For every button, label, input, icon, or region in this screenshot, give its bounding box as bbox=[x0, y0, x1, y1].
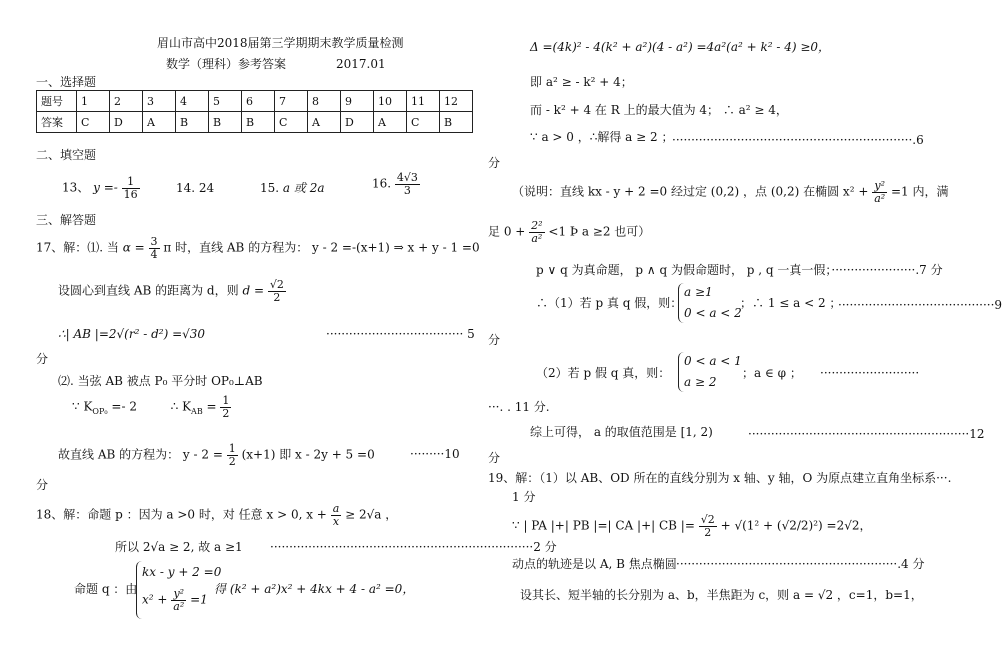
q16-label: 16. bbox=[372, 176, 392, 191]
right-r5-n: y² bbox=[872, 180, 887, 193]
right-r13-b: + √(1² + (√2/2)²) =2√2， bbox=[720, 518, 872, 533]
fill-answer-15 bbox=[260, 181, 325, 195]
right-r5 bbox=[512, 180, 949, 204]
right-r9-s2: a ≥ 2 bbox=[684, 375, 717, 389]
q18-line1-frac bbox=[331, 503, 342, 527]
table-cell: B bbox=[242, 112, 275, 133]
q17-line6-frac bbox=[227, 443, 238, 467]
q17-line6-a: 故直线 AB 的方程为： y - 2 = bbox=[58, 447, 223, 462]
q18-line3-b: 得 (k² + a²)x² + 4kx + 4 - a² =0， bbox=[214, 582, 415, 596]
q15-label: 15. bbox=[260, 181, 280, 195]
fill-answer-16 bbox=[372, 172, 420, 196]
table-cell: 9 bbox=[341, 91, 374, 112]
q17-line4: ⑵. 当弦 AB 被点 P₀ 平分时 OP₀⊥AB bbox=[58, 374, 263, 388]
table-cell: 答案 bbox=[37, 112, 77, 133]
right-r14: 动点的轨迹是以 A, B 焦点椭圆 bbox=[512, 557, 677, 571]
right-r2: 即 a² ≥ - k² + 4； bbox=[530, 75, 633, 89]
table-cell: 10 bbox=[374, 91, 407, 112]
q13-den: 16 bbox=[123, 187, 138, 201]
q17-line3-fen: 分 bbox=[36, 352, 49, 366]
q18-sys2-b: =1 bbox=[190, 592, 208, 607]
q18-line1-a: 18、解：命题 p ：因为 a >0 时，对 任意 x > 0, x + bbox=[36, 507, 327, 522]
q17-line5-den: 2 bbox=[222, 406, 230, 420]
right-r9-a: （2）若 p 假 q 真，则： bbox=[536, 366, 671, 380]
table-cell: A bbox=[374, 112, 407, 133]
q16-fraction bbox=[395, 172, 420, 196]
right-r6-n: 2² bbox=[531, 219, 543, 232]
right-r14-dots: ··························································.4 分 bbox=[676, 557, 925, 571]
q17-frac-n: 3 bbox=[150, 235, 158, 248]
q17-line6-fen: 分 bbox=[36, 478, 49, 492]
q17-frac-d: 4 bbox=[150, 247, 158, 261]
q17-line1-b: π 时，直线 AB 的方程为： y - 2 =-(x+1) ⇒ x + y - 1 =0 bbox=[163, 240, 480, 255]
table-cell: 8 bbox=[308, 91, 341, 112]
q17-line5-n: 1 bbox=[222, 394, 230, 407]
fill-answer-13 bbox=[62, 176, 140, 200]
right-r11-a: 综上可得， a 的取值范围是 [1, 2) bbox=[530, 425, 713, 439]
right-r12: 19、解：（1）以 AB、OD 所在的直线分别为 x 轴、y 轴，O 为原点建立直角坐标系···. bbox=[488, 471, 952, 485]
q17-line5-c: ∴ K bbox=[170, 399, 192, 414]
section-fill: 二、填空题 bbox=[36, 148, 97, 162]
q17-line2-frac bbox=[268, 279, 286, 303]
right-r11-dots: ··························································12 bbox=[748, 427, 985, 441]
q17-line6-n: 1 bbox=[228, 442, 236, 455]
table-cell: 6 bbox=[242, 91, 275, 112]
right-r8-s2: 0 < a < 2 bbox=[684, 306, 742, 320]
right-r6 bbox=[488, 220, 650, 244]
right-r11-fen: 分 bbox=[488, 451, 501, 465]
right-r9-s1: 0 < a < 1 bbox=[684, 354, 742, 368]
q18-line1-n: a bbox=[332, 502, 340, 515]
right-r8-fen: 分 bbox=[488, 333, 501, 347]
q17-line5-c-sub: AB bbox=[191, 406, 203, 416]
q13-lhs: y =- bbox=[93, 180, 118, 195]
table-cell: C bbox=[275, 112, 308, 133]
right-r5-d: a² bbox=[874, 191, 886, 205]
right-r8-s1: a ≥1 bbox=[684, 285, 713, 299]
q16-den: 3 bbox=[403, 183, 411, 197]
right-r1: Δ =(4k)² - 4(k² + a²)(4 - a²) =4a²(a² + k² - 4) ≥0， bbox=[530, 40, 831, 54]
q13-num: 1 bbox=[122, 176, 140, 189]
q17-line6-dots: ·········10 bbox=[410, 447, 460, 461]
right-r10: ···. . 11 分. bbox=[488, 400, 550, 414]
right-r6-frac bbox=[529, 220, 544, 244]
table-cell: 11 bbox=[407, 91, 440, 112]
q17-line2-den: 2 bbox=[273, 290, 281, 304]
q17-line5 bbox=[72, 395, 231, 419]
table-cell: 7 bbox=[275, 91, 308, 112]
q17-line1-a: 17、解：⑴. 当 bbox=[36, 240, 119, 255]
q17-line1 bbox=[36, 236, 480, 260]
q18-sys2-frac bbox=[171, 588, 186, 612]
q16-num: 4√3 bbox=[396, 171, 418, 184]
section-solve: 三、解答题 bbox=[36, 213, 97, 227]
right-r3: 而 - k² + 4 在 R 上的最大值为 4； ∴ a² ≥ 4， bbox=[530, 103, 788, 117]
table-cell: C bbox=[77, 112, 110, 133]
right-r6-d: a² bbox=[531, 231, 543, 245]
table-cell: 2 bbox=[110, 91, 143, 112]
right-r15: 设其长、短半轴的长分别为 a、b，半焦距为 c，则 a = √2 ，c=1，b=1， bbox=[520, 588, 923, 602]
page-date: 2017.01 bbox=[336, 57, 386, 71]
right-r4-dots: ·······························································.6 bbox=[672, 133, 924, 147]
table-cell: A bbox=[143, 112, 176, 133]
q18-sys1: kx - y + 2 =0 bbox=[142, 565, 222, 579]
right-r8-b: ；∴ 1 ≤ a < 2 ； bbox=[740, 296, 842, 310]
q18-line1 bbox=[36, 503, 397, 527]
table-cell: 12 bbox=[440, 91, 473, 112]
q17-alpha: α = bbox=[122, 240, 145, 255]
q17-line2-a: 设圆心到直线 AB 的距离为 d，则 bbox=[58, 283, 239, 298]
table-cell: 5 bbox=[209, 91, 242, 112]
table-row bbox=[37, 91, 473, 112]
q17-frac bbox=[149, 236, 160, 260]
q17-line5-frac bbox=[220, 395, 231, 419]
right-r13-d: 2 bbox=[704, 525, 712, 539]
q17-line3-dots: ···································· 5 bbox=[326, 327, 475, 341]
answer-table bbox=[36, 90, 473, 133]
right-r8-dots: ·········································9 bbox=[838, 298, 1002, 312]
table-cell: B bbox=[440, 112, 473, 133]
right-r5-a: （说明：直线 kx - y + 2 =0 经过定 (0,2) ，点 (0,2) 在椭圆 x² + bbox=[512, 184, 869, 199]
right-r4: ∵ a > 0 ，∴解得 a ≥ 2 ； bbox=[530, 130, 674, 144]
q18-line1-b: ≥ 2√a ， bbox=[345, 507, 398, 522]
page-subtitle: 数学（理科）参考答案 bbox=[166, 57, 287, 71]
table-cell: D bbox=[110, 112, 143, 133]
right-r9-b: ；a ∈ φ ； bbox=[742, 366, 802, 380]
right-r8-a: ∴（1）若 p 真 q 假，则： bbox=[536, 296, 683, 310]
q18-line2: 所以 2√a ≥ 2, 故 a ≥1 bbox=[115, 540, 243, 554]
table-cell: 3 bbox=[143, 91, 176, 112]
q17-line6 bbox=[58, 443, 375, 467]
table-cell: 1 bbox=[77, 91, 110, 112]
right-r13-frac bbox=[699, 514, 717, 538]
page-title: 眉山市高中2018届第三学期期末教学质量检测 bbox=[157, 36, 404, 50]
q17-line5-d: = bbox=[206, 399, 217, 414]
q17-line5-a: ∵ K bbox=[72, 399, 93, 414]
right-r13-n: √2 bbox=[700, 513, 715, 526]
table-cell: C bbox=[407, 112, 440, 133]
q17-line2-n: √2 bbox=[269, 278, 284, 291]
q18-sys2-d: a² bbox=[173, 599, 185, 613]
right-r13 bbox=[512, 514, 872, 538]
table-cell: A bbox=[308, 112, 341, 133]
q18-sys2 bbox=[142, 588, 208, 612]
q18-sys2-n: y² bbox=[171, 588, 186, 601]
table-cell: 4 bbox=[176, 91, 209, 112]
right-r12b: 1 分 bbox=[512, 490, 536, 504]
table-row bbox=[37, 112, 473, 133]
right-r7: p ∨ q 为真命题， p ∧ q 为假命题时， p , q 一真一假；······················.7 分 bbox=[536, 263, 943, 277]
fill-answer-14: 14. 24 bbox=[176, 181, 215, 195]
q17-line5-b: =- 2 bbox=[111, 399, 137, 414]
q17-line2-d: d = bbox=[242, 283, 265, 298]
q17-line6-b: (x+1) 即 x - 2y + 5 =0 bbox=[241, 447, 375, 462]
right-r9-dots: ·························· bbox=[820, 366, 920, 380]
table-cell: D bbox=[341, 112, 374, 133]
section-choice: 一、选择题 bbox=[36, 75, 97, 89]
right-r6-a: 足 0 + bbox=[488, 224, 526, 239]
right-r6-b: <1 Þ a ≥2 也可） bbox=[548, 224, 651, 239]
right-r4-fen: 分 bbox=[488, 156, 501, 170]
table-cell: B bbox=[209, 112, 242, 133]
right-r13-a: ∵ | PA |+| PB |=| CA |+| CB |= bbox=[512, 518, 695, 533]
q13-fraction bbox=[122, 176, 140, 200]
q15-ans: a 或 2a bbox=[282, 181, 325, 195]
q18-line1-d: x bbox=[332, 514, 340, 528]
right-r5-b: =1 内，满 bbox=[891, 184, 949, 199]
table-cell: 题号 bbox=[37, 91, 77, 112]
table-cell: B bbox=[176, 112, 209, 133]
q18-line3-a: 命题 q ：由 bbox=[74, 582, 138, 596]
q17-line6-den: 2 bbox=[228, 454, 236, 468]
q17-line5-a-sub: OP₀ bbox=[92, 406, 108, 416]
q17-line3: ∴| AB |=2√(r² - d²) =√30 bbox=[58, 327, 206, 341]
q18-line2-dots: ·····································································2 分 bbox=[270, 540, 557, 554]
right-r5-frac bbox=[872, 180, 887, 204]
q18-sys2-a: x² + bbox=[142, 592, 168, 607]
q17-line2 bbox=[58, 279, 286, 303]
q13-label: 13、 bbox=[62, 180, 90, 195]
